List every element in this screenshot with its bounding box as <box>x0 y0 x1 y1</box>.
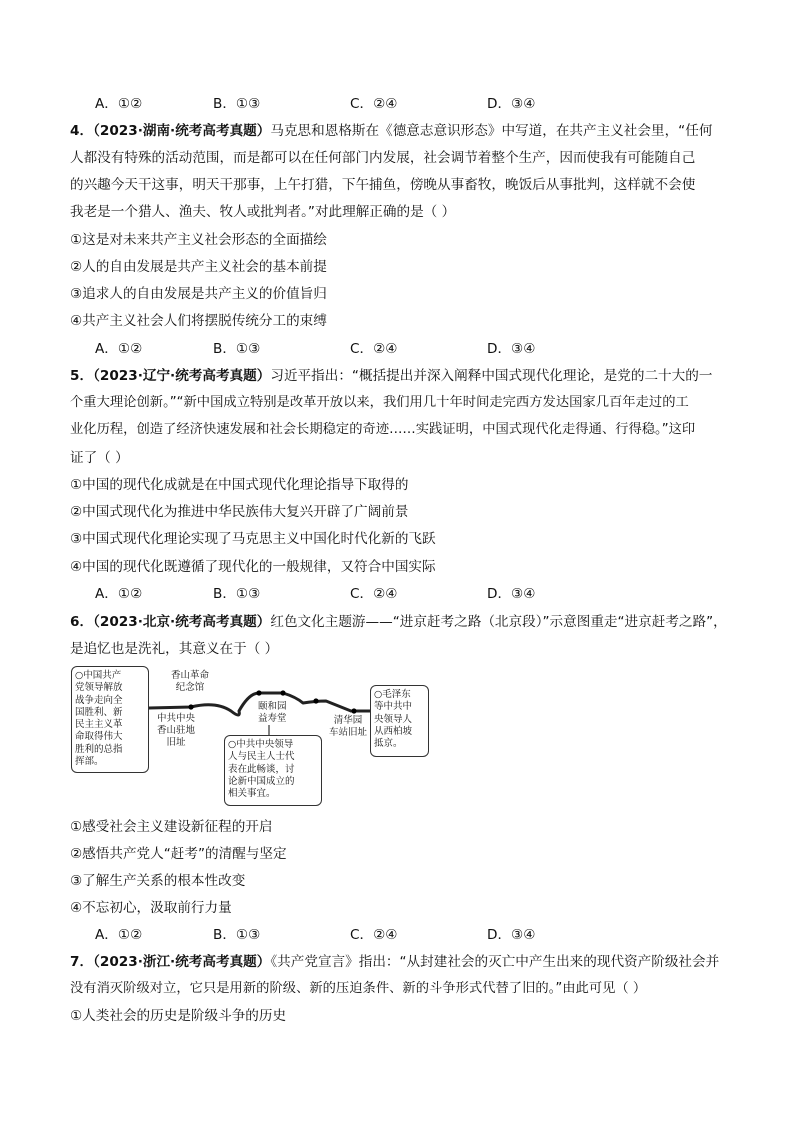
q3-options <box>95 95 745 113</box>
q6-number: 6． <box>70 614 94 630</box>
q6-statement-2: ②感悟共产党人“赶考”的清醒与坚定 <box>70 846 287 862</box>
callout-right-line-3: 央领导人 <box>374 713 413 725</box>
label-central-line-3: 旧址 <box>166 737 186 748</box>
label-qinghua-station <box>329 715 367 739</box>
q5-number: 5． <box>70 368 94 384</box>
q5-statement-3: ③中国式现代化理论实现了马克思主义中国化时代化新的飞跃 <box>70 531 436 547</box>
q7-statement-1: ①人类社会的历史是阶级斗争的历史 <box>70 1008 287 1024</box>
q5-statement-1: ①中国的现代化成就是在中国式现代化理论指导下取得的 <box>70 477 409 493</box>
callout-left-line-3: 战争走向全 <box>75 694 123 706</box>
route-diagram <box>71 663 411 808</box>
q4-stem-line-4: 我老是一个猎人、渔夫、牧人或批判者。”对此理解正确的是（ ） <box>70 204 456 220</box>
q6-option-c: C．②④ <box>350 927 398 943</box>
label-qinghua-line-2: 车站旧址 <box>329 727 368 738</box>
q4-option-c: C．②④ <box>350 341 398 357</box>
q5-source: （2023·辽宁·统考高考真题） <box>93 368 271 384</box>
callout-left-line-4: 国胜利、新 <box>75 706 123 718</box>
q7-number: 7． <box>70 954 94 970</box>
q6-stem-line-1 <box>70 613 727 631</box>
q5-text: 习近平指出：“概括提出并深入阐释中国式现代化理论，是党的二十大的一 <box>270 368 713 384</box>
q5-stem-line-4: 证了（ ） <box>70 450 129 466</box>
q6-source: （2023·北京·统考高考真题） <box>93 614 271 630</box>
label-central-line-2: 香山驻地 <box>157 725 196 736</box>
callout-right-line-5: 抵京。 <box>374 738 403 750</box>
label-xiangshan-line-2: 纪念馆 <box>175 682 205 693</box>
callout-left-line-5: 民主主义革 <box>75 719 123 731</box>
q5-option-d: D．③④ <box>487 586 536 602</box>
label-central-committee-site <box>157 713 195 749</box>
callout-right-line-4: 从西柏坡 <box>374 725 413 737</box>
label-yiheyuan-line-1: 颐和园 <box>258 701 287 712</box>
q4-option-a: A．①② <box>95 341 143 357</box>
callout-right-line-2: 等中共中 <box>374 701 413 713</box>
q4-stem-line-3: 的兴趣今天干这事，明天干那事，上午打猎，下午捕鱼，傍晚从事畜牧，晚饭后从事批判，这样就不会使 <box>70 177 696 193</box>
q6-options <box>95 926 745 944</box>
callout-middle-line-4: 论新中国成立的 <box>228 775 295 787</box>
q3-option-a: A．①② <box>95 96 143 112</box>
q3-option-c: C．②④ <box>350 96 398 112</box>
q5-option-b: B．①③ <box>213 586 261 602</box>
q7-stem-line-1 <box>70 953 719 971</box>
label-xiangshan-line-1: 香山革命 <box>171 670 210 681</box>
q4-statement-4: ④共产主义社会人们将摆脱传统分工的束缚 <box>70 313 327 329</box>
label-xiangshan-memorial <box>171 670 209 694</box>
q5-option-a: A．①② <box>95 586 143 602</box>
callout-middle-line-3: 表在此畅谈，讨 <box>228 763 295 775</box>
callout-left-line-2: 党领导解放 <box>75 682 123 694</box>
q5-statement-4: ④中国的现代化既遵循了现代化的一般规律，又符合中国实际 <box>70 559 436 575</box>
q5-options <box>95 585 745 603</box>
callout-right-line-1: ○毛泽东 <box>374 689 411 700</box>
q4-statement-1: ①这是对未来共产主义社会形态的全面描绘 <box>70 232 327 248</box>
q3-option-b: B．①③ <box>213 96 261 112</box>
q5-stem-line-1 <box>70 367 712 385</box>
label-yiheyuan-line-2: 益寿堂 <box>258 713 287 724</box>
q6-option-a: A．①② <box>95 927 143 943</box>
q4-option-d: D．③④ <box>487 341 536 357</box>
q4-options <box>95 340 745 358</box>
callout-box-right <box>370 685 429 757</box>
q4-statement-3: ③追求人的自由发展是共产主义的价值旨归 <box>70 286 327 302</box>
callout-middle-line-5: 相关事宜。 <box>228 788 276 800</box>
q6-statement-4: ④不忘初心，汲取前行力量 <box>70 900 232 916</box>
callout-left-line-1: ○中国共产 <box>75 670 122 681</box>
label-central-line-1: 中共中央 <box>157 713 196 724</box>
q4-number: 4． <box>70 123 94 139</box>
callout-left-line-6: 命取得伟大 <box>75 731 123 743</box>
callout-middle-line-2: 人与民主人士代 <box>228 751 295 763</box>
callout-box-middle <box>224 735 322 806</box>
label-qinghua-line-1: 清华园 <box>333 715 363 726</box>
q5-stem-line-2: 个重大理论创新。”“新中国成立特别是改革开放以来，我们用几十年时间走完西方发达国家几百年走过的工 <box>70 395 689 410</box>
q4-option-b: B．①③ <box>213 341 261 357</box>
q4-text: 马克思和恩格斯在《德意志意识形态》中写道，在共产主义社会里，“任何 <box>270 123 713 139</box>
q5-option-c: C．②④ <box>350 586 398 602</box>
callout-middle-line-1: ○中共中央领导 <box>228 739 294 750</box>
q5-statement-2: ②中国式现代化为推进中华民族伟大复兴开辟了广阔前景 <box>70 504 409 520</box>
q6-statement-3: ③了解生产关系的根本性改变 <box>70 873 246 889</box>
label-yiheyuan <box>258 701 287 725</box>
callout-left-line-8: 挥部。 <box>75 756 104 768</box>
q6-text: 红色文化主题游——“进京赶考之路（北京段）”示意图重走“进京赶考之路”， <box>270 614 727 630</box>
q4-stem-line-2: 人都没有特殊的活动范围，而是都可以在任何部门内发展，社会调节着整个生产，因而使我有可能随自己 <box>70 150 696 166</box>
q3-option-d: D．③④ <box>487 96 536 112</box>
q4-stem-line-1 <box>70 122 712 140</box>
q7-stem-line-2: 没有消灭阶级对立，它只是用新的阶级、新的压迫条件、新的斗争形式代替了旧的。”由此可见（ ） <box>70 981 647 996</box>
q7-source: （2023·浙江·统考高考真题） <box>93 954 271 970</box>
callout-left-line-7: 胜利的总指 <box>75 743 123 755</box>
q4-statement-2: ②人的自由发展是共产主义社会的基本前提 <box>70 259 327 275</box>
q6-statement-1: ①感受社会主义建设新征程的开启 <box>70 819 273 835</box>
q6-stem-line-2: 是追忆也是洗礼，其意义在于（ ） <box>70 641 279 657</box>
q7-text: 《共产党宣言》指出：“从封建社会的灭亡中产生出来的现代资产阶级社会并 <box>270 954 720 970</box>
q5-stem-line-3: 业化历程，创造了经济快速发展和社会长期稳定的奇迹……实践证明，中国式现代化走得通、行得稳。”这印 <box>70 422 696 437</box>
q4-source: （2023·湖南·统考高考真题） <box>93 123 271 139</box>
callout-box-left <box>71 666 149 773</box>
q6-option-b: B．①③ <box>213 927 261 943</box>
q6-option-d: D．③④ <box>487 927 536 943</box>
